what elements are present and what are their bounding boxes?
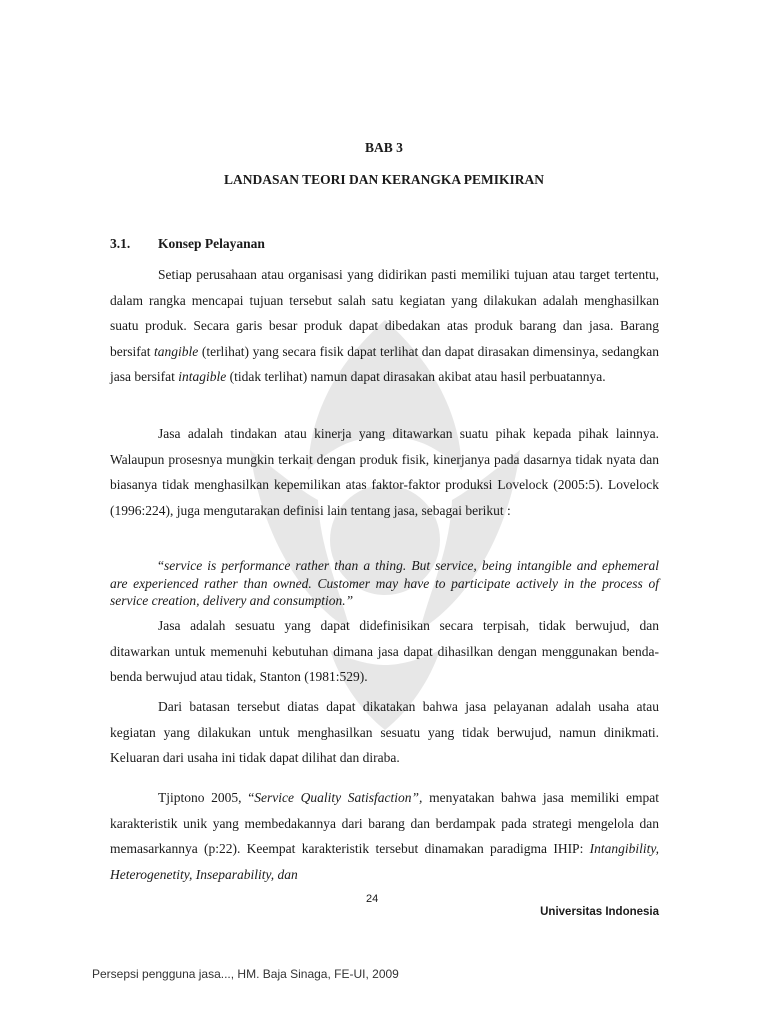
term-intagible: intagible	[178, 369, 227, 384]
paragraph-5	[110, 785, 659, 887]
section-title: Konsep Pelayanan	[158, 236, 265, 251]
paragraph-4: Dari batasan tersebut diatas dapat dikatakan bahwa jasa pelayanan adalah usaha atau kegiatan yang dilakukan untuk menghasilkan sesuatu yang tidak berwujud, namun dinikmati. Keluaran dari usaha ini tidak dapat dilihat dan diraba.	[110, 699, 659, 765]
section-heading	[110, 236, 265, 252]
paragraph-3: Jasa adalah sesuatu yang dapat didefinisikan secara terpisah, tidak berwujud, dan ditawarkan untuk memenuhi kebutuhan dimana jasa dapat dihasilkan dengan menggunakan benda-benda berwujud atau tidak, Stanton (1981:529).	[110, 618, 659, 684]
quote-open-mark: “	[158, 558, 164, 573]
university-label: Universitas Indonesia	[540, 906, 659, 918]
cited-title: Service Quality Satisfaction”,	[254, 790, 423, 805]
paragraph-1-text-c: (terlihat) yang secara fisik dapat terlihat dan dapat dirasakan dimensinya, sedangkan jasa bersifat	[110, 343, 659, 384]
paragraph-2: Jasa adalah tindakan atau kinerja yang ditawarkan suatu pihak kepada pihak lainnya. Walaupun prosesnya mungkin terkait dengan produk fisik, kinerjanya pada dasarnya tidak nyata dan biasanya tidak menghasilkan kepemilikan atas faktor-faktor produksi Lovelock (2005:5). Lovelock (1996:224), juga mengutarakan definisi lain tentang jasa, sebagai berikut :	[110, 426, 659, 518]
footer-citation: Persepsi pengguna jasa..., HM. Baja Sinaga, FE-UI, 2009	[92, 967, 399, 981]
chapter-title: LANDASAN TEORI DAN KERANGKA PEMIKIRAN	[223, 172, 545, 187]
paragraph-5-text-a: Tjiptono 2005, “	[158, 790, 255, 805]
paragraph-5-text-c: menyatakan bahwa jasa memiliki empat karakteristik unik yang membedakannya dari barang dan berdampak pada strategi mengelola dan memasarkannya (p:22). Keempat karakteristik tersebut dinamakan paradigma IHIP:	[110, 790, 659, 856]
term-tangible: tangible	[154, 343, 199, 359]
paragraph-1-text-a: Setiap perusahaan atau organisasi yang didirikan pasti memiliki tujuan atau target tertentu, dalam rangka mencapai tujuan tersebut salah satu kegiatan yang dilakukan adalah menghasilkan suatu produk. Secara garis besar produk dapat dibedakan atas produk barang dan jasa. Barang bersifat	[110, 267, 659, 359]
section-number: 3.1.	[110, 236, 131, 251]
ihip-terms: Intangibility, Heterogenetity, Inseparability, dan	[110, 841, 659, 882]
paragraph-1-text-e: (tidak terlihat) namun dapat dirasakan akibat atau hasil perbuatannya.	[226, 369, 606, 384]
page-number: 24	[366, 893, 379, 905]
block-quote	[110, 557, 659, 610]
paragraph-1	[110, 262, 659, 390]
chapter-number: BAB 3	[365, 140, 403, 155]
quote-text: service is performance rather than a thing. But service, being intangible and ephemeral are experienced rather than owned. Customer may have to participate actively in the process of service creation, delivery and consumption.”	[110, 558, 659, 608]
